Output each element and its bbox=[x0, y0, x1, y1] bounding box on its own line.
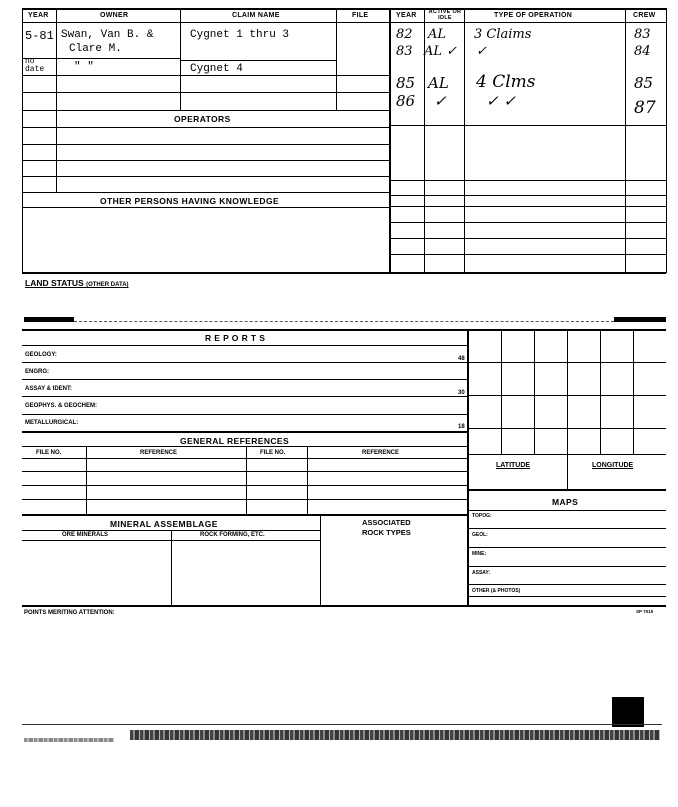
ops-row4-status: ✓ bbox=[434, 92, 447, 110]
operators-title: OPERATORS bbox=[174, 114, 231, 124]
other-persons-title: OTHER PERSONS HAVING KNOWLEDGE bbox=[100, 196, 280, 206]
row2-owner: Clare M. bbox=[69, 43, 122, 55]
geophys-label: GEOPHYS. & GEOCHEM: bbox=[25, 403, 98, 409]
claim-name-header: CLAIM NAME bbox=[232, 12, 280, 19]
land-status-subtitle: (OTHER DATA) bbox=[86, 282, 129, 288]
redaction-right bbox=[614, 317, 666, 322]
maps-assay: ASSAY: bbox=[472, 570, 491, 576]
geology-label: GEOLOGY: bbox=[25, 352, 57, 358]
ore-minerals-header: ORE MINERALS bbox=[62, 532, 109, 538]
ops-row1-type: 3 Claims bbox=[474, 27, 532, 42]
assay-code: 30 bbox=[458, 390, 465, 396]
ops-row2-year: 83 bbox=[396, 44, 413, 59]
ops-row1-crew: 83 bbox=[634, 27, 651, 42]
crew-header: CREW bbox=[633, 12, 656, 19]
scan-artifact-smudge bbox=[130, 730, 660, 740]
scan-artifact-block bbox=[612, 697, 644, 727]
active-idle-header: ACTIVE OR IDLE bbox=[428, 9, 462, 21]
ops-row2-type: ✓ bbox=[476, 44, 487, 59]
row1-claim: Cygnet 1 thru 3 bbox=[190, 29, 290, 41]
maps-geol: GEOL: bbox=[472, 532, 488, 538]
row3-owner: " " bbox=[74, 61, 94, 73]
assay-ident-label: ASSAY & IDENT: bbox=[25, 386, 73, 392]
ops-row4-crew: 87 bbox=[634, 98, 656, 118]
maps-topog: TOPOG: bbox=[472, 513, 492, 519]
metallurgical-code: 18 bbox=[458, 424, 465, 430]
ops-row1-year: 82 bbox=[396, 27, 413, 42]
ops-row3-year: 85 bbox=[396, 74, 416, 92]
ops-row3-crew: 85 bbox=[634, 74, 654, 92]
general-references-title: GENERAL REFERENCES bbox=[180, 436, 290, 446]
latitude-label: LATITUDE bbox=[496, 462, 531, 469]
type-of-operation-header: TYPE OF OPERATION bbox=[494, 12, 573, 19]
row1-year: 5-81 bbox=[25, 29, 54, 43]
ops-row3-type: 4 Clms bbox=[476, 72, 536, 92]
file-header: FILE bbox=[352, 12, 369, 19]
redaction-left bbox=[24, 317, 74, 322]
ref-reference-1: REFERENCE bbox=[140, 450, 178, 456]
ops-row4-year: 86 bbox=[396, 92, 416, 110]
row3-year: no date bbox=[25, 57, 45, 74]
longitude-label: LONGITUDE bbox=[592, 462, 634, 469]
ref-file-no-2: FILE NO. bbox=[260, 450, 286, 456]
reports-title: R E P O R T S bbox=[205, 333, 266, 343]
associated-header: ASSOCIATED bbox=[362, 518, 411, 527]
ref-file-no-1: FILE NO. bbox=[36, 450, 62, 456]
maps-title: MAPS bbox=[552, 497, 579, 507]
geology-code: 48 bbox=[458, 356, 465, 362]
ops-row2-crew: 84 bbox=[634, 44, 651, 59]
scan-artifact-line bbox=[22, 724, 662, 725]
row1-owner: Swan, Van B. & bbox=[61, 29, 154, 41]
row3-claim: Cygnet 4 bbox=[190, 63, 243, 75]
ref-reference-2: REFERENCE bbox=[362, 450, 400, 456]
ops-row2-status: AL ✓ bbox=[424, 44, 458, 59]
owner-header: OWNER bbox=[100, 12, 129, 19]
points-meriting-attention: POINTS MERITING ATTENTION: bbox=[24, 610, 115, 616]
maps-other: OTHER (& PHOTOS) bbox=[472, 588, 521, 594]
maps-mine: MINE: bbox=[472, 551, 487, 557]
scan-artifact-smudge-left bbox=[24, 738, 114, 742]
rock-types-header: ROCK TYPES bbox=[362, 528, 411, 537]
year-header: YEAR bbox=[28, 12, 49, 19]
land-status-label: LAND STATUS bbox=[25, 278, 84, 288]
metallurgical-label: METALLURGICAL: bbox=[25, 420, 79, 426]
engrg-label: ENGRG: bbox=[25, 369, 49, 375]
ops-row3-status: AL bbox=[428, 74, 449, 92]
mineral-assemblage-title: MINERAL ASSEMBLAGE bbox=[110, 519, 218, 529]
ops-year-header: YEAR bbox=[396, 12, 417, 19]
land-status-title bbox=[25, 278, 129, 288]
rock-forming-header: ROCK FORMING, ETC. bbox=[200, 532, 265, 538]
ops-row4-type: ✓ ✓ bbox=[486, 92, 516, 110]
form-number: SP 7015 bbox=[636, 609, 654, 614]
ops-row1-status: AL bbox=[428, 27, 447, 42]
